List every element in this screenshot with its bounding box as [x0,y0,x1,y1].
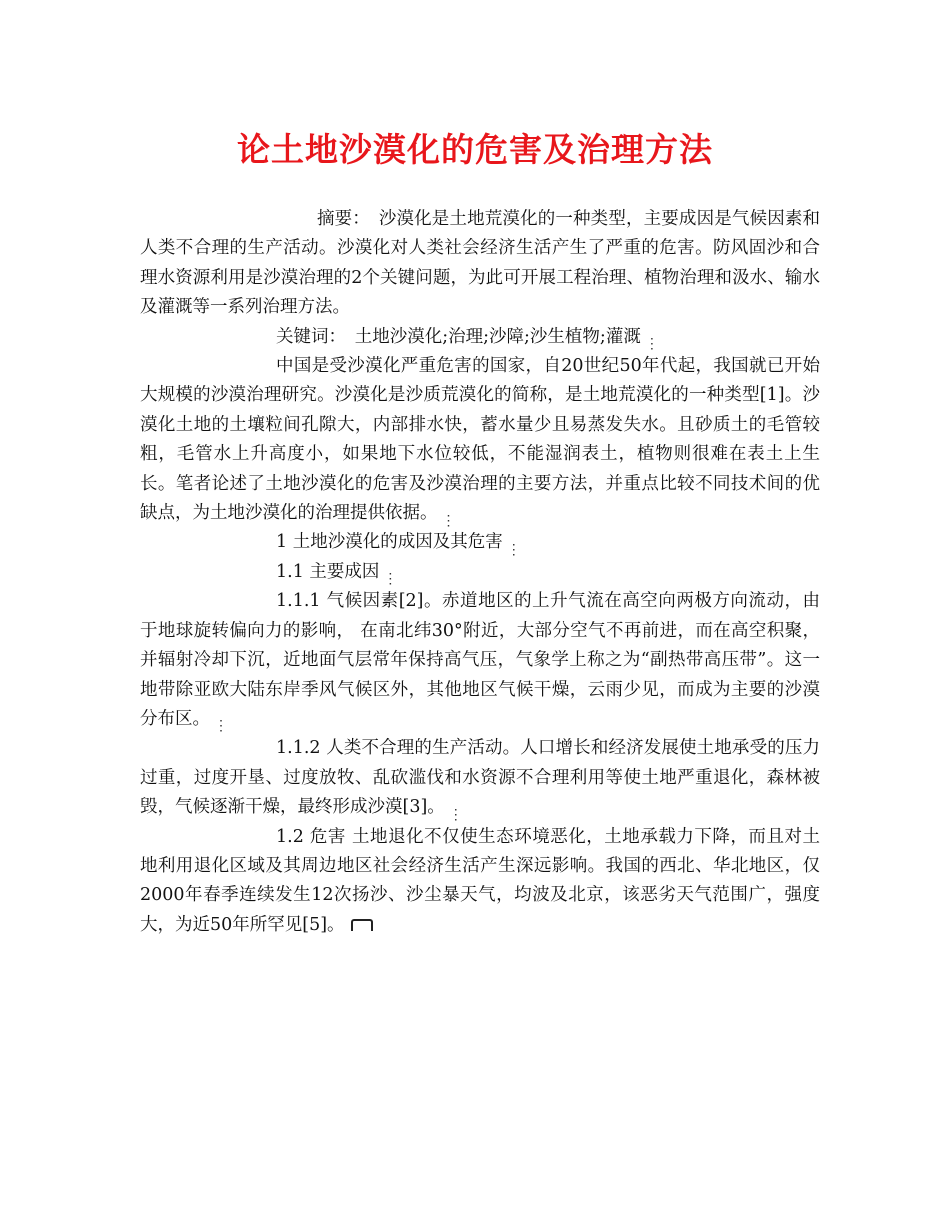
document-title: 论土地沙漠化的危害及治理方法 [237,130,713,169]
keywords-text: 关键词： 土地沙漠化;治理;沙障;沙生植物;灌溉 [276,326,641,347]
paragraph-mark-icon: ⋮ [644,336,659,353]
section-heading-1-1 [140,558,820,587]
section-text: 1.1.1 气候因素[2]。赤道地区的上升气流在高空向两极方向流动，由于地球旋转偏向力的影响， 在南北纬30°附近，大部分空气不再前进，而在高空积聚，并辐射冷却下沉，近地面气层常年保持高气压，气象学上称之为“副热带高压带”。这一地带除亚欧大陆东岸季风气候区外，其他地区气候干燥，云雨少见，而成为主要的沙漠分布区。 [140,591,820,729]
paragraph-mark-icon: ⋮ [214,718,228,735]
section-heading-text: 1 土地沙漠化的成因及其危害 [276,532,503,553]
section-heading-text: 1.1 主要成因 [276,561,380,582]
paragraph-mark-icon: ⋮ [441,512,456,529]
section-heading-1 [140,528,820,557]
section-text: 1.2 危害 土地退化不仅使生态环境恶化，土地承载力下降，而且对土地利用退化区域及其周边地区社会经济生活产生深远影响。我国的西北、华北地区，仅2000年春季连续发生12次扬沙、沙尘暴天气，均波及北京，该恶劣天气范围广，强度大，为近50年所罕见[5]。 [140,826,820,935]
paragraph-mark-icon: ⋮ [506,541,521,558]
document-body [140,205,820,940]
section-1-2-paragraph [140,823,820,941]
intro-paragraph [140,352,820,528]
paragraph-mark-icon: ⋮ [383,571,398,588]
end-mark-icon [351,919,373,931]
intro-text: 中国是受沙漠化严重危害的国家，自20世纪50年代起，我国就已开始大规模的沙漠治理研究。沙漠化是沙质荒漠化的简称，是土地荒漠化的一种类型[1]。沙漠化土地的土壤粒间孔隙大，内部排水快，蓄水量少且易蒸发失水。且砂质土的毛管较粗，毛管水上升高度小，如果地下水位较低，不能湿润表土，植物则很难在表土上生长。笔者论述了土地沙漠化的危害及沙漠治理的主要方法，并重点比较不同技术间的优缺点，为土地沙漠化的治理提供依据。 [140,356,820,524]
paragraph-mark-icon: ⋮ [448,806,463,823]
section-text: 1.1.2 人类不合理的生产活动。人口增长和经济发展使土地承受的压力过重，过度开垦、过度放牧、乱砍滥伐和水资源不合理利用等使土地严重退化，森林被毁，气候逐渐干燥，最终形成沙漠[3]。 [140,738,820,818]
abstract-paragraph [140,205,820,323]
keywords-paragraph [140,323,820,352]
section-1-1-1-paragraph [140,587,820,734]
abstract-text: 摘要： 沙漠化是土地荒漠化的一种类型，主要成因是气候因素和人类不合理的生产活动。沙漠化对人类社会经济生活产生了严重的危害。防风固沙和合理水资源利用是沙漠治理的2个关键问题，为此可开展工程治理、植物治理和汲水、输水及灌溉等一系列治理方法。 [140,209,820,318]
section-1-1-2-paragraph [140,734,820,822]
